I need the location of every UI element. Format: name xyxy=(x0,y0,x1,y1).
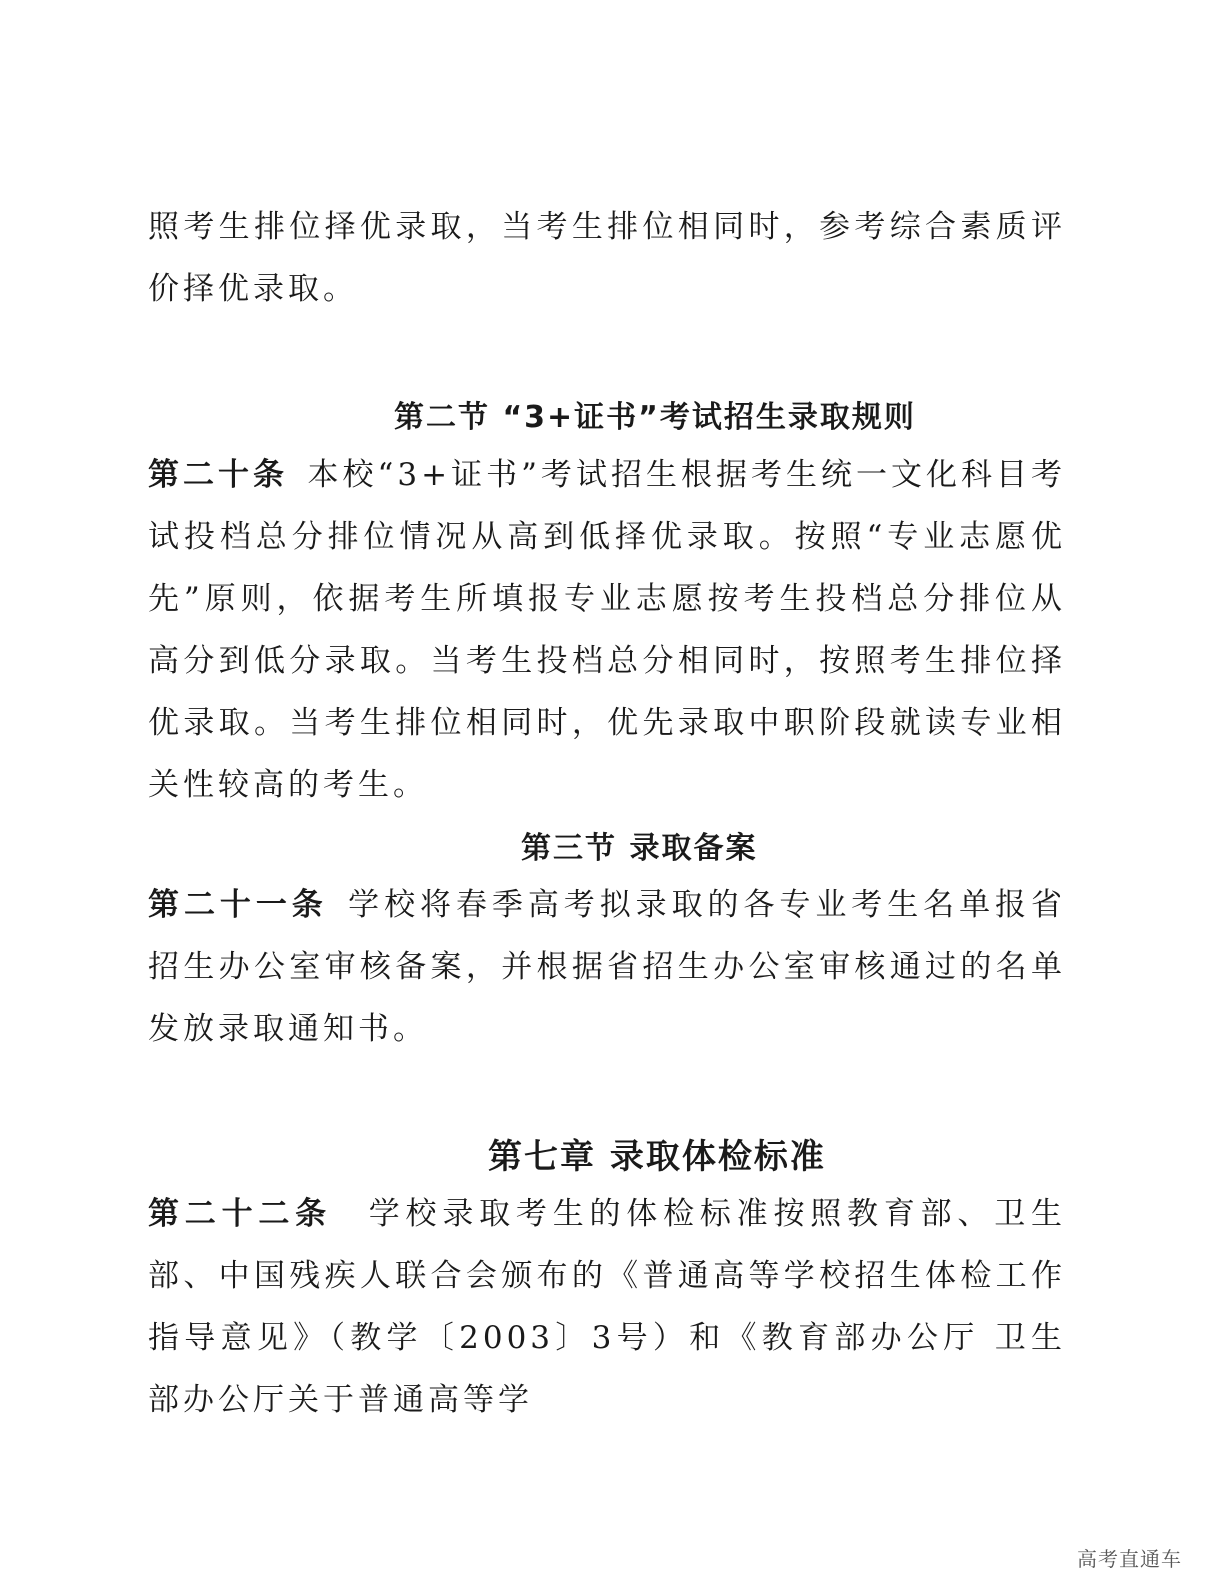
chapter-7-heading: 第七章 录取体检标准 xyxy=(488,1137,826,1177)
continued-paragraph xyxy=(148,196,1066,320)
continued-paragraph-text: 照考生排位择优录取，当考生排位相同时，参考综合素质评价择优录取。 xyxy=(148,209,1066,307)
watermark-text: 高考直通车 xyxy=(1077,1547,1182,1571)
article-22-number: 第二十二条 xyxy=(148,1196,332,1232)
article-22-text: 学校录取考生的体检标准按照教育部、卫生部、中国残疾人联合会颁布的《普通高等学校招生体检工作指导意见》（教学〔2003〕3号）和《教育部办公厅 卫生部办公厅关于普通高等学 xyxy=(148,1196,1067,1418)
article-21 xyxy=(148,874,1066,1060)
article-20-number: 第二十条 xyxy=(148,457,289,493)
section-3-heading: 第三节 录取备案 xyxy=(521,831,758,866)
article-21-number: 第二十一条 xyxy=(148,887,328,923)
article-21-text: 学校将春季高考拟录取的各专业考生名单报省招生办公室审核备案，并根据省招生办公室审核通过的名单发放录取通知书。 xyxy=(148,887,1067,1047)
article-20-text: 本校“3+证书”考试招生根据考生统一文化科目考试投档总分排位情况从高到低择优录取。按照“专业志愿优先”原则，依据考生所填报专业志愿按考生投档总分排位从高分到低分录取。当考生投档总分相同时，按照考生排位择优录取。当考生排位相同时，优先录取中职阶段就读专业相关性较高的考生。 xyxy=(148,457,1066,803)
article-20 xyxy=(148,444,1066,816)
article-22 xyxy=(148,1183,1066,1431)
section-2-heading: 第二节 “3+证书”考试招生录取规则 xyxy=(394,400,916,435)
